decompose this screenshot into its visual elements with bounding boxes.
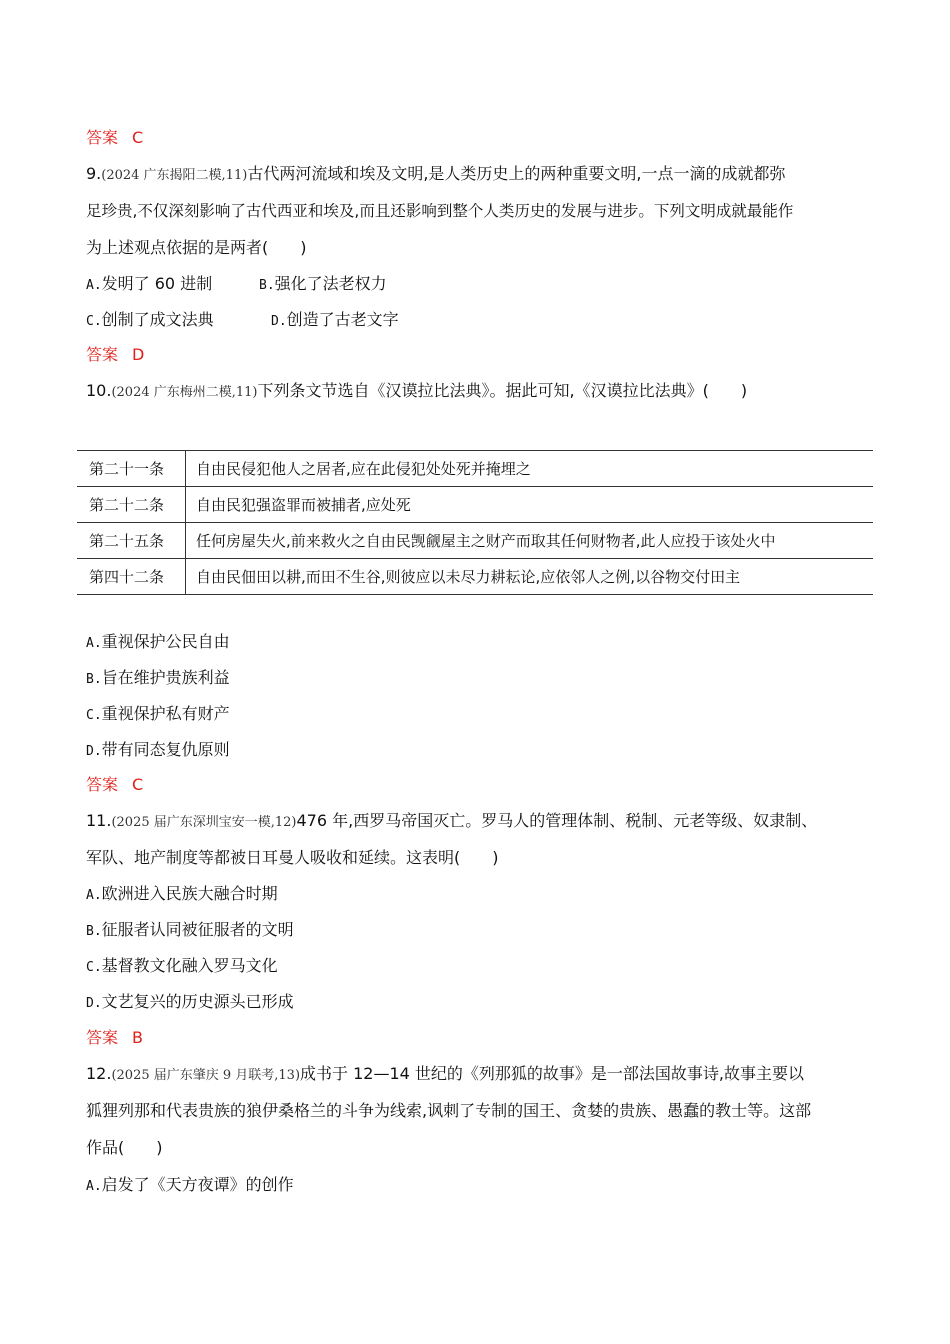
answer-value: C (132, 128, 144, 147)
q11-option-a (86, 883, 278, 907)
option-label: C. (86, 708, 102, 723)
content-cell: 自由民犯强盗罪而被捕者,应处死 (186, 487, 874, 523)
answer-value: D (132, 345, 145, 364)
option-label: B. (86, 672, 102, 687)
q12-text-1: 成书于 12—14 世纪的《列那狐的故事》是一部法国故事诗,故事主要以 (300, 1064, 805, 1083)
table-row (77, 523, 873, 559)
q11-option-c (86, 955, 278, 979)
q10-number: 10. (86, 381, 112, 400)
q9-line-2: 足珍贵,不仅深刻影响了古代西亚和埃及,而且还影响到整个人类历史的发展与进步。下列文明成就最能作 (86, 202, 794, 220)
q9-line-1 (86, 163, 786, 187)
q11-line-1 (86, 810, 817, 834)
option-label: D. (86, 996, 102, 1011)
article-cell: 第二十二条 (77, 487, 186, 523)
answer-label: 答案 (86, 1028, 119, 1047)
answer-q10 (86, 774, 143, 796)
q11-source: (2025 届广东深圳宝安一模,12) (111, 815, 297, 830)
q11-number: 11. (86, 811, 112, 830)
q10-option-c (86, 703, 230, 727)
option-text: 带有同态复仇原则 (101, 740, 230, 759)
q12-option-a (86, 1174, 294, 1198)
option-text: 文艺复兴的历史源头已形成 (101, 992, 294, 1011)
option-label: A. (86, 1179, 102, 1194)
table-row (77, 451, 873, 487)
table-row (77, 559, 873, 595)
option-text: 重视保护公民自由 (101, 632, 230, 651)
option-text: 创制了成文法典 (101, 310, 214, 329)
option-text: 创造了古老文字 (286, 310, 399, 329)
article-cell: 第二十五条 (77, 523, 186, 559)
option-label: C. (86, 314, 102, 329)
option-text: 发明了 60 进制 (101, 274, 213, 293)
answer-value: B (132, 1028, 143, 1047)
answer-label: 答案 (86, 345, 119, 364)
option-label: B. (86, 924, 102, 939)
q11-option-b (86, 919, 294, 943)
q10-option-a (86, 631, 230, 655)
q11-text-1: 476 年,西罗马帝国灭亡。罗马人的管理体制、税制、元老等级、奴隶制、 (296, 811, 818, 830)
option-text: 旨在维护贵族利益 (101, 668, 230, 687)
q9-source: (2024 广东揭阳二模,11) (101, 168, 248, 183)
article-cell: 第四十二条 (77, 559, 186, 595)
article-cell: 第二十一条 (77, 451, 186, 487)
q9-number: 9. (86, 164, 102, 183)
answer-label: 答案 (86, 128, 119, 147)
content-cell: 自由民侵犯他人之居者,应在此侵犯处处死并掩埋之 (186, 451, 874, 487)
option-label: B. (259, 278, 275, 293)
q11-option-d (86, 991, 294, 1015)
table-row (77, 487, 873, 523)
option-text: 基督教文化融入罗马文化 (101, 956, 278, 975)
q9-option-c (86, 309, 214, 333)
q10-option-b (86, 667, 230, 691)
q10-line-1 (86, 380, 747, 404)
option-label: A. (86, 636, 102, 651)
option-label: D. (271, 314, 287, 329)
option-text: 强化了法老权力 (274, 274, 387, 293)
q12-line-3: 作品( ) (86, 1138, 163, 1157)
q12-source: (2025 届广东肇庆 9 月联考,13) (111, 1068, 301, 1083)
option-text: 启发了《天方夜谭》的创作 (101, 1175, 294, 1194)
q9-option-a (86, 273, 212, 297)
q9-option-d (271, 309, 399, 333)
law-table (77, 450, 873, 595)
q12-line-1 (86, 1063, 804, 1087)
option-label: C. (86, 960, 102, 975)
option-label: A. (86, 888, 102, 903)
q12-line-2: 狐狸列那和代表贵族的狼伊桑格兰的斗争为线索,讽刺了专制的国王、贪婪的贵族、愚蠢的教士等。这部 (86, 1101, 812, 1120)
option-label: D. (86, 744, 102, 759)
q9-text-1: 古代两河流域和埃及文明,是人类历史上的两种重要文明,一点一滴的成就都弥 (247, 164, 786, 183)
option-text: 欧洲进入民族大融合时期 (101, 884, 278, 903)
answer-label: 答案 (86, 775, 119, 794)
q11-line-2: 军队、地产制度等都被日耳曼人吸收和延续。这表明( ) (86, 848, 499, 867)
q10-option-d (86, 739, 230, 763)
answer-q9 (86, 344, 144, 366)
option-text: 征服者认同被征服者的文明 (101, 920, 294, 939)
answer-prev (86, 127, 143, 149)
content-cell: 任何房屋失火,前来救火之自由民觊觎屋主之财产而取其任何财物者,此人应投于该处火中 (186, 523, 874, 559)
q10-source: (2024 广东梅州二模,11) (111, 385, 258, 400)
q12-number: 12. (86, 1064, 112, 1083)
q10-text: 下列条文节选自《汉谟拉比法典》。据此可知,《汉谟拉比法典》( ) (257, 381, 748, 400)
q9-option-b (259, 273, 387, 297)
content-cell: 自由民佃田以耕,而田不生谷,则彼应以未尽力耕耘论,应依邻人之例,以谷物交付田主 (186, 559, 874, 595)
answer-value: C (132, 775, 144, 794)
option-text: 重视保护私有财产 (101, 704, 230, 723)
answer-q11 (86, 1027, 143, 1049)
option-label: A. (86, 278, 102, 293)
q9-line-3: 为上述观点依据的是两者( ) (86, 238, 307, 257)
